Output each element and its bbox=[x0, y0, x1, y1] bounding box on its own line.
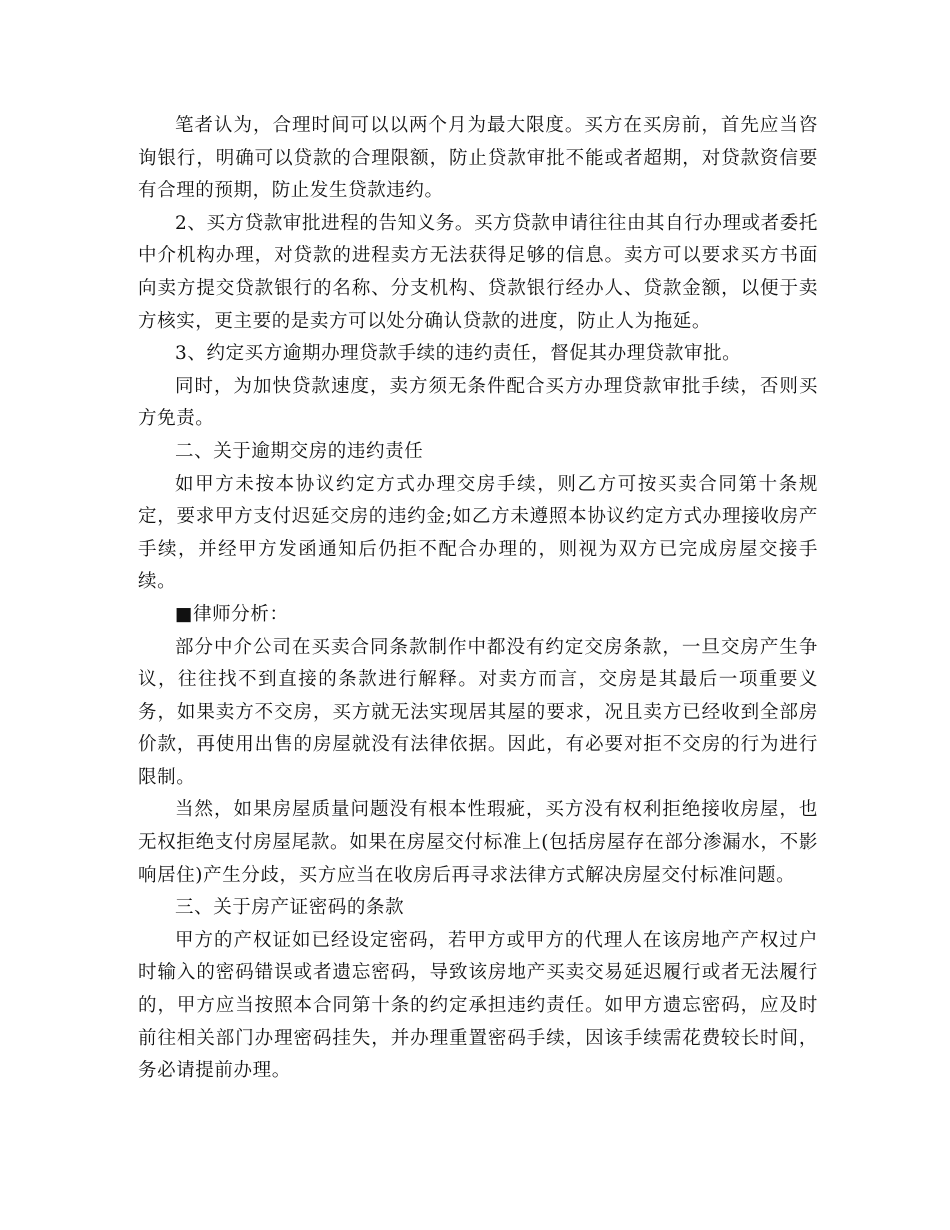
paragraph: 当然，如果房屋质量问题没有根本性瑕疵，买方没有权利拒绝接收房屋，也无权拒绝支付房屋尾款。如果在房屋交付标准上(包括房屋存在部分渗漏水，不影响居住)产生分歧，买方应当在收房后再寻求法律方式解决房屋交付标准问题。 bbox=[138, 799, 818, 886]
lawyer-analysis-heading: ■律师分析： bbox=[175, 603, 289, 625]
section-heading: 二、关于逾期交房的违约责任 bbox=[175, 440, 424, 462]
paragraph: 2、买方贷款审批进程的告知义务。买方贷款申请往往由其自行办理或者委托中介机构办理，对贷款的进程卖方无法获得足够的信息。卖方可以要求买方书面向卖方提交贷款银行的名称、分支机构、贷款银行经办人、贷款金额，以便于卖方核实，更主要的是卖方可以处分确认贷款的进度，防止人为拖延。 bbox=[138, 212, 818, 332]
section-heading: 三、关于房产证密码的条款 bbox=[175, 897, 405, 919]
paragraph: 部分中介公司在买卖合同条款制作中都没有约定交房条款，一旦交房产生争议，往往找不到直接的条款进行解释。对卖方而言，交房是其最后一项重要义务，如果卖方不交房，买方就无法实现居其屋的要求，况且卖方已经收到全部房价款，再使用出售的房屋就没有法律依据。因此，有必要对拒不交房的行为进行限制。 bbox=[138, 636, 818, 788]
document-body bbox=[138, 110, 818, 1088]
paragraph: 甲方的产权证如已经设定密码，若甲方或甲方的代理人在该房地产产权过户时输入的密码错误或者遗忘密码，导致该房地产买卖交易延迟履行或者无法履行的，甲方应当按照本合同第十条的约定承担违约责任。如甲方遗忘密码，应及时前往相关部门办理密码挂失，并办理重置密码手续，因该手续需花费较长时间，务必请提前办理。 bbox=[138, 929, 818, 1082]
paragraph: 3、约定买方逾期办理贷款手续的违约责任，督促其办理贷款审批。 bbox=[175, 343, 742, 365]
paragraph: 同时，为加快贷款速度，卖方须无条件配合买方办理贷款审批手续，否则买方免责。 bbox=[138, 375, 818, 430]
paragraph: 如甲方未按本协议约定方式办理交房手续，则乙方可按买卖合同第十条规定，要求甲方支付迟延交房的违约金;如乙方未遵照本协议约定方式办理接收房产手续，并经甲方发函通知后仍拒不配合办理的，则视为双方已完成房屋交接手续。 bbox=[138, 473, 818, 593]
paragraph: 笔者认为，合理时间可以以两个月为最大限度。买方在买房前，首先应当咨询银行，明确可以贷款的合理限额，防止贷款审批不能或者超期，对贷款资信要有合理的预期，防止发生贷款违约。 bbox=[138, 115, 818, 202]
